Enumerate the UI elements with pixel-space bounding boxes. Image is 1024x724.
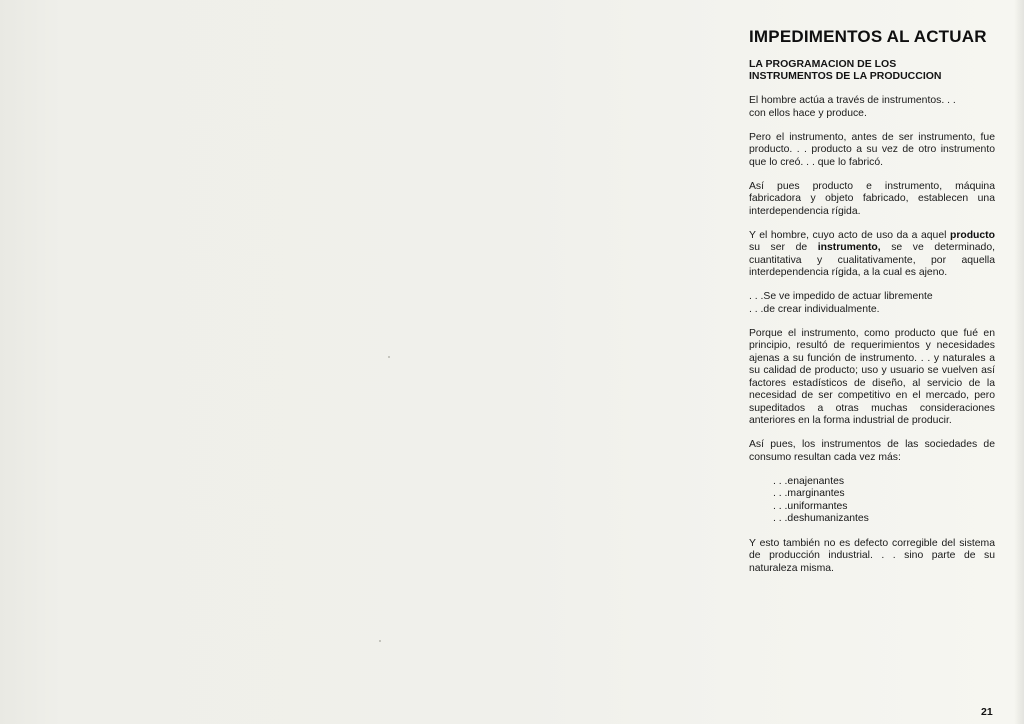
paragraph-line: . . .de crear individualmente. bbox=[749, 303, 880, 315]
paragraph-6: Porque el instrumento, como producto que fué en principio, resultó de requerimientos y necesidades ajenas a su función de instrumento. . . y naturales a su calidad de producto; uso y usuario se vuelven así factores estadísticos de diseño, al servicio de la necesidad de ser competitivo en el mercado, pero supeditados a otras muchas consideraciones anteriores en la forma industrial de producir. bbox=[749, 327, 995, 426]
paragraph-7: Así pues, los instrumentos de las sociedades de consumo resultan cada vez más: bbox=[749, 439, 995, 463]
paragraph-line: . . .Se ve impedido de actuar libremente bbox=[749, 291, 933, 302]
page-number: 21 bbox=[981, 706, 993, 718]
page-edge-shadow bbox=[1014, 0, 1024, 724]
list-item: . . .enajenantes bbox=[773, 475, 845, 487]
subtitle-line: INSTRUMENTOS DE LA PRODUCCION bbox=[749, 70, 942, 82]
paragraph-2: Pero el instrumento, antes de ser instrumento, fue producto. . . producto a su vez de otro instrumento que lo creó. . . que lo fabricó. bbox=[749, 131, 995, 168]
paragraph-text: Y el hombre, cuyo acto de uso da a aquel bbox=[749, 229, 950, 241]
paragraph-1 bbox=[749, 95, 995, 120]
adjective-list bbox=[773, 476, 995, 526]
paragraph-text: su ser de bbox=[749, 242, 818, 253]
page-subtitle bbox=[749, 58, 995, 82]
paragraph-8: Y esto también no es defecto corregible del sistema de producción industrial. . . sino parte de su naturaleza misma. bbox=[749, 537, 995, 574]
list-item: . . .marginantes bbox=[773, 488, 845, 499]
paragraph-4 bbox=[749, 230, 995, 280]
list-item: . . .deshumanizantes bbox=[773, 513, 869, 524]
paragraph-line: El hombre actúa a través de instrumentos. . . bbox=[749, 95, 956, 106]
paper-speck bbox=[379, 640, 381, 642]
page-title: IMPEDIMENTOS AL ACTUAR bbox=[749, 27, 987, 46]
paragraph-line: con ellos hace y produce. bbox=[749, 107, 867, 119]
emphasis-instrumento: instrumento, bbox=[817, 242, 881, 253]
emphasis-producto: producto bbox=[949, 229, 995, 241]
paper-speck bbox=[388, 356, 390, 358]
list-item: . . .uniformantes bbox=[773, 500, 848, 512]
subtitle-line: LA PROGRAMACION DE LOS bbox=[749, 58, 897, 70]
text-column bbox=[749, 27, 995, 587]
paragraph-3: Así pues producto e instrumento, máquina fabricadora y objeto fabricado, establecen una interdependencia rígida. bbox=[749, 180, 995, 217]
paragraph-text: se ve determinado, cuantitativa y cualitativamente, por aquella interdependencia rígida, a la cual es ajeno. bbox=[749, 242, 995, 278]
paragraph-5 bbox=[749, 291, 995, 316]
